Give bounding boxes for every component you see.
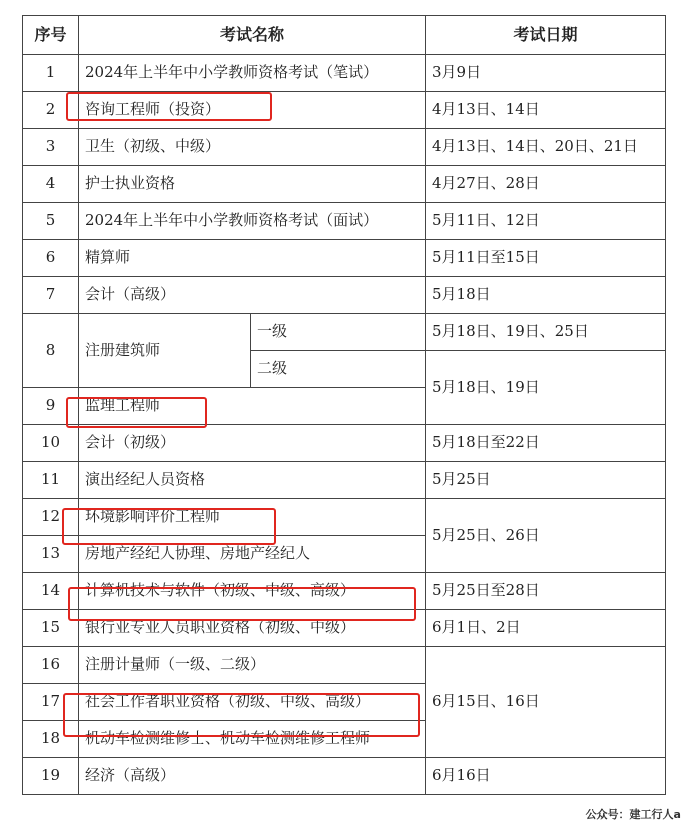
row-no: 6 — [23, 240, 79, 277]
row-name: 注册计量师（一级、二级） — [79, 647, 426, 684]
row-date: 3月9日 — [426, 55, 666, 92]
table-header-row — [23, 16, 666, 55]
table-row — [23, 758, 666, 795]
row-no: 19 — [23, 758, 79, 795]
row-name: 会计（初级） — [79, 425, 426, 462]
table-row — [23, 129, 666, 166]
row-name: 计算机技术与软件（初级、中级、高级） — [79, 573, 426, 610]
row-no: 2 — [23, 92, 79, 129]
table-row — [23, 425, 666, 462]
row-name: 2024年上半年中小学教师资格考试（笔试） — [79, 55, 426, 92]
row-no: 5 — [23, 203, 79, 240]
row-date: 5月18日、19日、25日 — [426, 314, 666, 351]
row-date: 4月13日、14日、20日、21日 — [426, 129, 666, 166]
row-no: 10 — [23, 425, 79, 462]
row-no: 17 — [23, 684, 79, 721]
row-sub-level: 二级 — [251, 351, 426, 388]
row-date: 6月15日、16日 — [426, 647, 666, 758]
highlight-box — [63, 693, 420, 737]
highlight-box — [66, 397, 207, 428]
row-no: 4 — [23, 166, 79, 203]
row-date: 5月25日至28日 — [426, 573, 666, 610]
table-row — [23, 462, 666, 499]
row-name: 会计（高级） — [79, 277, 426, 314]
row-no: 11 — [23, 462, 79, 499]
row-no: 13 — [23, 536, 79, 573]
row-name: 监理工程师 — [79, 388, 426, 425]
row-date: 5月18日至22日 — [426, 425, 666, 462]
row-name: 演出经纪人员资格 — [79, 462, 426, 499]
highlight-box — [66, 92, 272, 121]
row-date: 5月25日、26日 — [426, 499, 666, 573]
highlight-box — [62, 508, 276, 545]
row-date: 6月16日 — [426, 758, 666, 795]
row-name: 机动车检测维修士、机动车检测维修工程师 — [79, 721, 426, 758]
row-name: 环境影响评价工程师 — [79, 499, 426, 536]
table-row — [23, 277, 666, 314]
row-date: 4月27日、28日 — [426, 166, 666, 203]
row-date: 6月1日、2日 — [426, 610, 666, 647]
header-no: 序号 — [23, 16, 79, 55]
row-date: 4月13日、14日 — [426, 92, 666, 129]
table-row — [23, 240, 666, 277]
row-date: 5月11日至15日 — [426, 240, 666, 277]
row-name: 卫生（初级、中级） — [79, 129, 426, 166]
row-name: 经济（高级） — [79, 758, 426, 795]
row-no: 18 — [23, 721, 79, 758]
row-date: 5月18日 — [426, 277, 666, 314]
header-date: 考试日期 — [426, 16, 666, 55]
row-no: 7 — [23, 277, 79, 314]
row-name: 房地产经纪人协理、房地产经纪人 — [79, 536, 426, 573]
table-row — [23, 166, 666, 203]
row-name: 2024年上半年中小学教师资格考试（面试） — [79, 203, 426, 240]
row-no: 14 — [23, 573, 79, 610]
row-name: 社会工作者职业资格（初级、中级、高级） — [79, 684, 426, 721]
header-name: 考试名称 — [79, 16, 426, 55]
row-no: 3 — [23, 129, 79, 166]
row-name: 精算师 — [79, 240, 426, 277]
row-no: 1 — [23, 55, 79, 92]
row-name: 注册建筑师 — [79, 314, 251, 388]
row-no: 8 — [23, 314, 79, 388]
row-name: 咨询工程师（投资） — [79, 92, 426, 129]
row-no: 12 — [23, 499, 79, 536]
row-sub-level: 一级 — [251, 314, 426, 351]
row-date: 5月18日、19日 — [426, 351, 666, 425]
highlight-box — [68, 587, 416, 621]
table-row — [23, 647, 666, 684]
row-date: 5月11日、12日 — [426, 203, 666, 240]
row-date: 5月25日 — [426, 462, 666, 499]
row-name: 护士执业资格 — [79, 166, 426, 203]
row-no: 9 — [23, 388, 79, 425]
watermark: 公众号：建工行人a — [585, 808, 681, 821]
table-row — [23, 314, 666, 351]
row-no: 16 — [23, 647, 79, 684]
row-no: 15 — [23, 610, 79, 647]
row-name: 银行业专业人员职业资格（初级、中级） — [79, 610, 426, 647]
table-row — [23, 203, 666, 240]
table-row — [23, 55, 666, 92]
